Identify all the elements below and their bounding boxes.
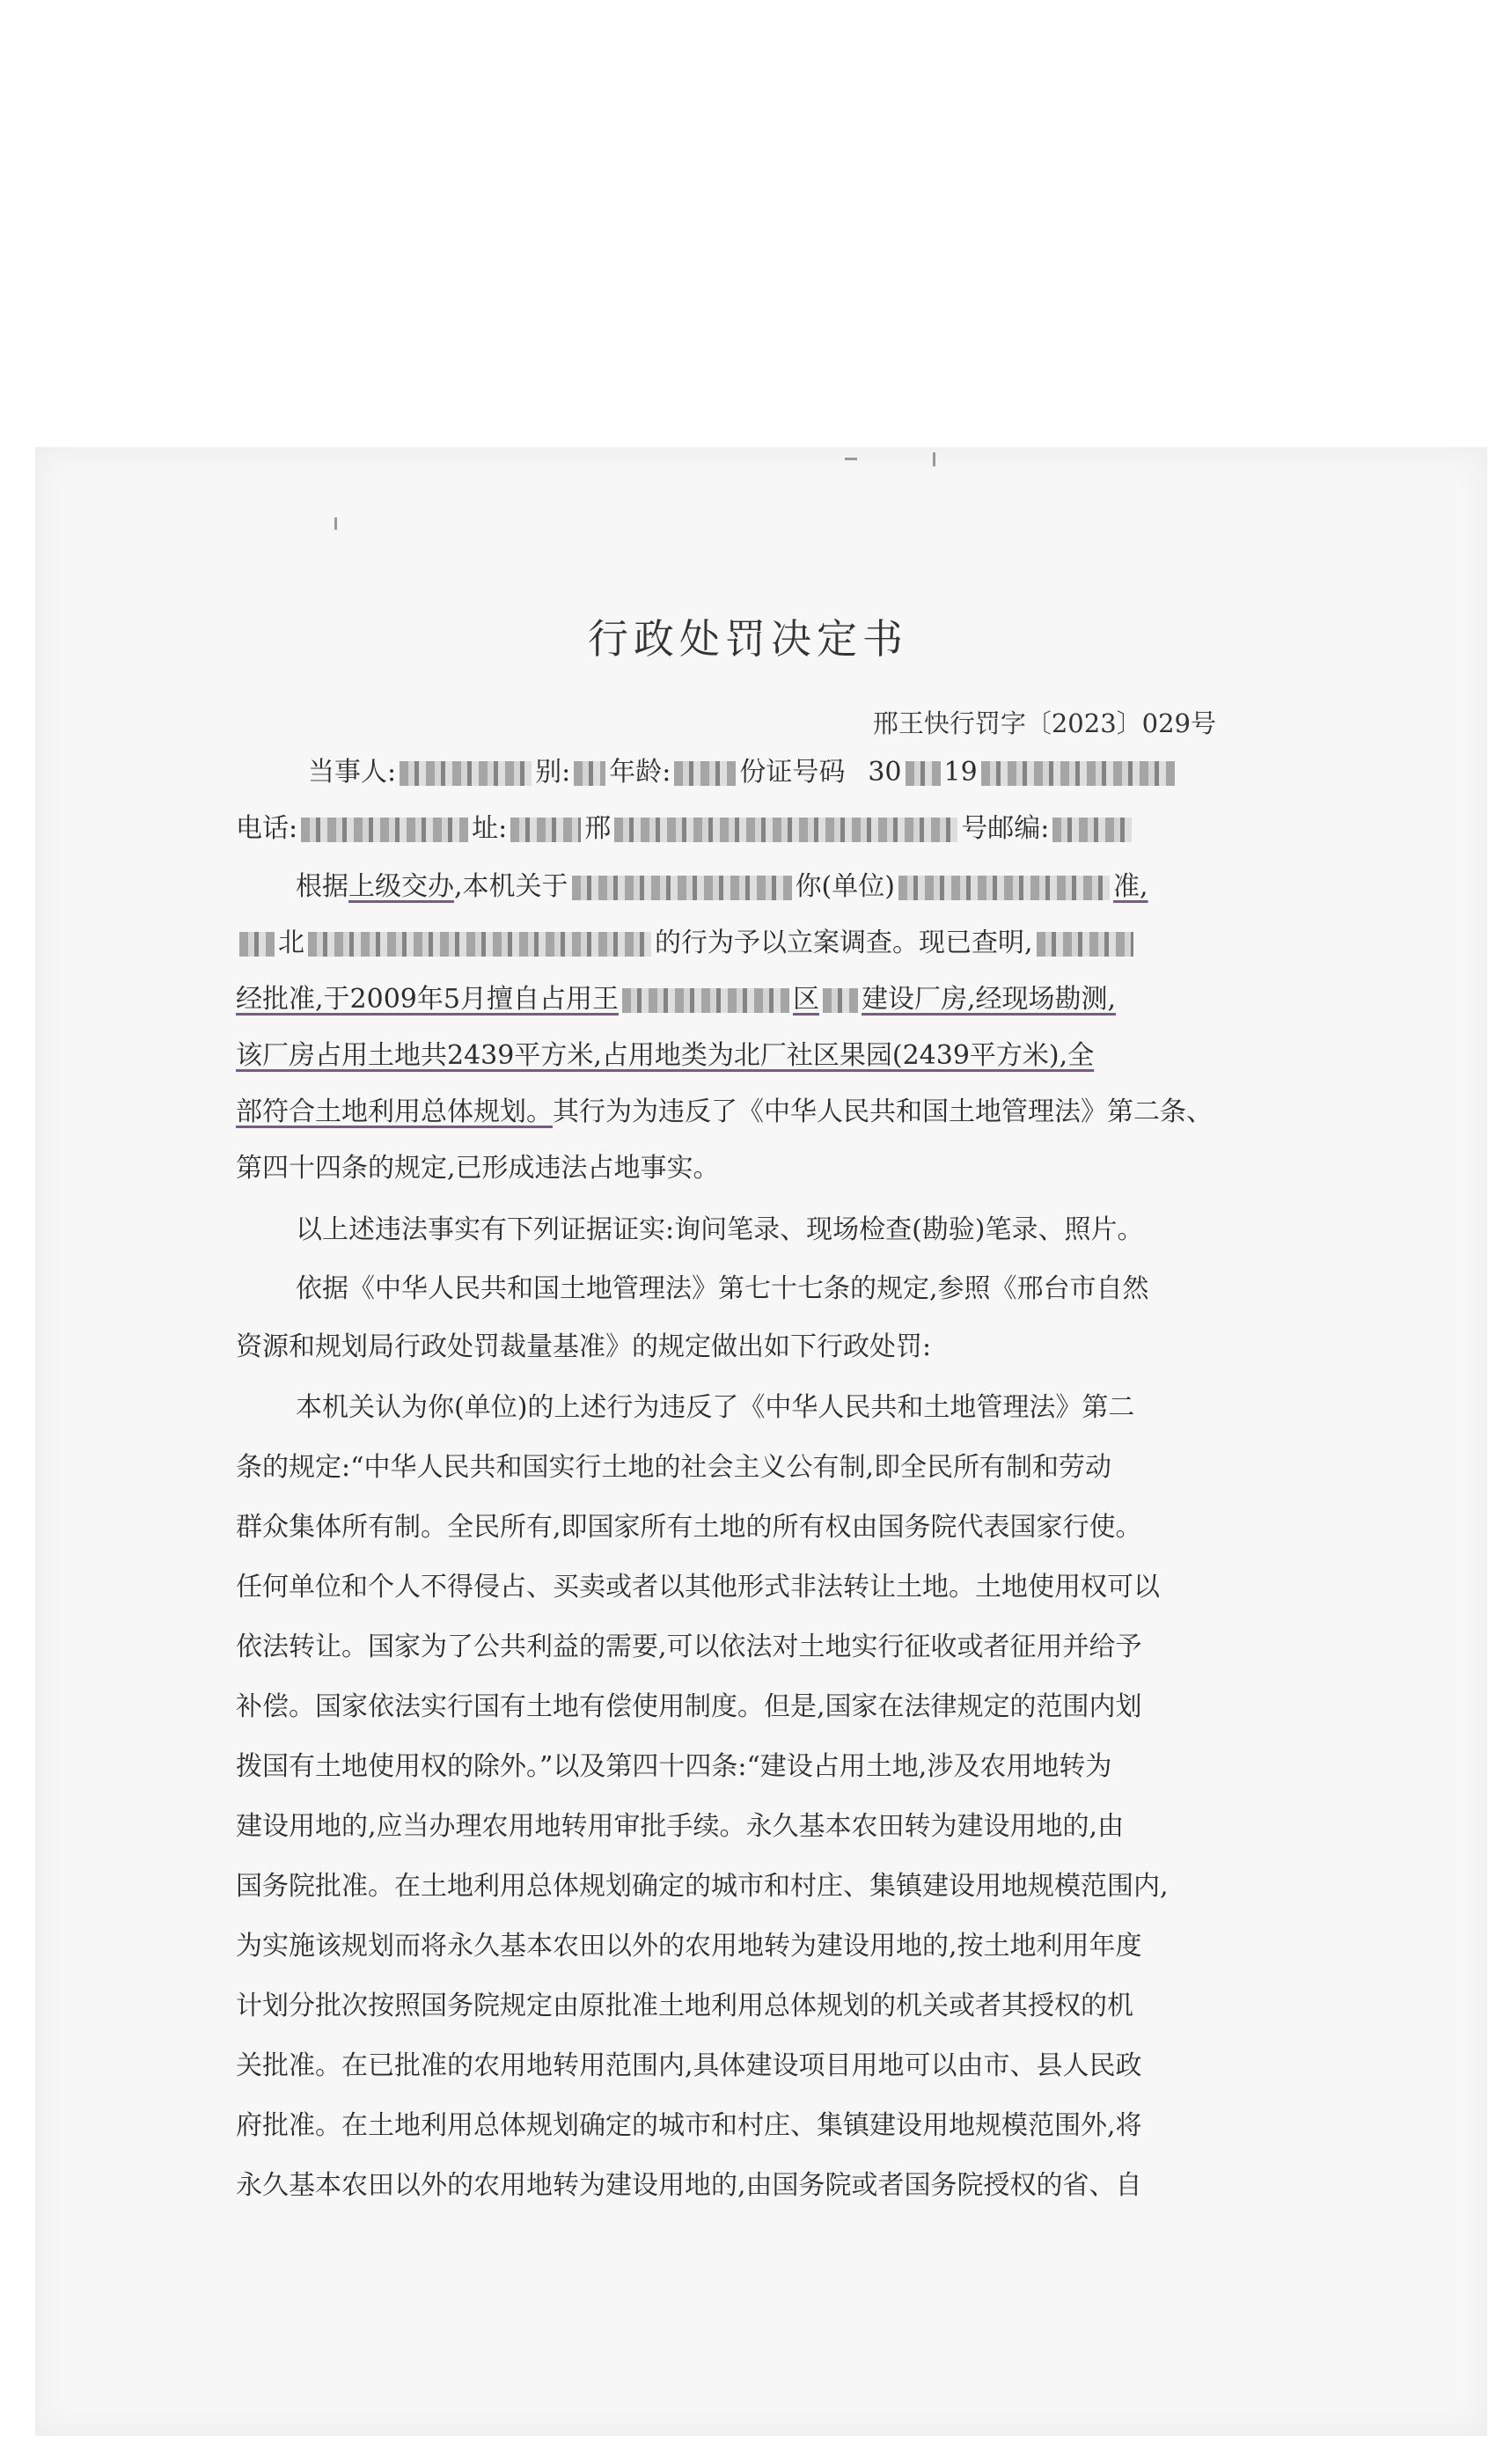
p4-line: 任何单位和个人不得侵占、买卖或者以其他形式非法转让土地。土地使用权可以 bbox=[236, 1572, 1160, 1602]
redacted-age bbox=[674, 761, 736, 786]
p3-line-1: 依据《中华人民共和国土地管理法》第七十七条的规定,参照《邢台市自然 bbox=[296, 1273, 1149, 1304]
p4-line: 计划分批次按照国务院规定由原批准土地利用总体规划的机关或者其授权的机 bbox=[236, 1991, 1133, 2021]
redacted-unit bbox=[898, 876, 1110, 900]
p1-line-6: 第四十四条的规定,已形成违法占地事实。 bbox=[236, 1153, 720, 1184]
id-label: 份证号码 bbox=[739, 757, 846, 788]
redacted-gender bbox=[574, 761, 605, 786]
superior-assigned: 上级交办 bbox=[348, 871, 454, 902]
redacted-id-part bbox=[906, 761, 941, 786]
p4-line: 本机关认为你(单位)的上述行为违反了《中华人民共和土地管理法》第二 bbox=[296, 1392, 1135, 1423]
p1-line-1: 根据上级交办,本机关于 你(单位) 准, bbox=[296, 871, 1148, 902]
redacted-address-part bbox=[510, 818, 581, 842]
gender-label: 别: bbox=[535, 757, 571, 788]
redacted-id bbox=[981, 761, 1175, 786]
p1-line-3: 经批准,于2009年5月擅自占用王 区 建设厂房,经现场勘测, bbox=[236, 984, 1117, 1015]
p1-line-4: 该厂房占用土地共2439平方米,占用地类为北厂社区果园(2439平方米),全 bbox=[236, 1040, 1095, 1071]
redacted-place bbox=[823, 988, 858, 1013]
phone-label: 电话: bbox=[236, 813, 298, 844]
p4-line: 群众集体所有制。全民所有,即国家所有土地的所有权由国务院代表国家行使。 bbox=[236, 1512, 1142, 1543]
party-label: 当事人: bbox=[308, 757, 397, 788]
p4-line: 补偿。国家依法实行国有土地有偿使用制度。但是,国家在法律规定的范围内划 bbox=[236, 1691, 1142, 1722]
scan-artifact bbox=[334, 517, 337, 530]
scan-artifact bbox=[933, 452, 935, 466]
redacted-address bbox=[614, 818, 957, 842]
p4-line: 永久基本农田以外的农用地转为建设用地的,由国务院或者国务院授权的省、自 bbox=[236, 2170, 1142, 2201]
age-label: 年龄: bbox=[609, 757, 671, 788]
redacted-village bbox=[622, 988, 789, 1013]
redacted-party bbox=[1037, 932, 1133, 957]
redacted-location bbox=[308, 932, 651, 957]
p4-line: 关批准。在已批准的农用地转用范围内,具体建设项目用地可以由市、县人民政 bbox=[236, 2050, 1142, 2081]
redacted-name bbox=[400, 761, 532, 786]
p4-line: 依法转让。国家为了公共利益的需要,可以依法对土地实行征收或者征用并给予 bbox=[236, 1632, 1142, 1662]
redacted-text bbox=[239, 932, 275, 957]
p1-line-5: 部符合土地利用总体规划。其行为为违反了《中华人民共和国土地管理法》第二条、 bbox=[236, 1096, 1213, 1127]
p4-line: 拨国有土地使用权的除外。”以及第四十四条:“建设占用土地,涉及农用地转为 bbox=[236, 1751, 1112, 1782]
contact-info-line bbox=[236, 811, 1257, 847]
p4-line: 条的规定:“中华人民共和国实行土地的社会主义公有制,即全民所有制和劳动 bbox=[236, 1452, 1111, 1483]
p1-line-2: 北 的行为予以立案调查。现已查明, bbox=[236, 926, 1257, 961]
redacted-postcode bbox=[1052, 818, 1132, 842]
document-title: 行政处罚决定书 bbox=[588, 615, 908, 663]
p4-line: 为实施该规划而将永久基本农田以外的农用地转为建设用地的,按土地利用年度 bbox=[236, 1931, 1142, 1962]
id-partial-1: 30 bbox=[868, 757, 902, 788]
p4-line: 府批准。在土地利用总体规划确定的城市和村庄、集镇建设用地规模范围外,将 bbox=[236, 2110, 1142, 2141]
p4-line: 国务院批准。在土地利用总体规划确定的城市和村庄、集镇建设用地规模范围内, bbox=[236, 1871, 1169, 1902]
redacted-phone bbox=[301, 818, 468, 842]
party-info-line bbox=[308, 755, 1329, 790]
redacted-date bbox=[572, 876, 792, 900]
p2-line: 以上述违法事实有下列证据证实:询问笔录、现场检查(勘验)笔录、照片。 bbox=[296, 1214, 1144, 1245]
address-fragment-1: 址: bbox=[472, 813, 508, 844]
p3-line-2: 资源和规划局行政处罚裁量基准》的规定做出如下行政处罚: bbox=[236, 1331, 932, 1362]
scan-artifact bbox=[845, 458, 857, 460]
document-number: 邢王快行罚字〔2023〕029号 bbox=[872, 708, 1216, 738]
address-fragment-2: 邢 bbox=[584, 813, 612, 844]
postcode-label: 号邮编: bbox=[961, 813, 1050, 844]
p4-line: 建设用地的,应当办理农用地转用审批手续。永久基本农田转为建设用地的,由 bbox=[236, 1811, 1125, 1842]
id-partial-2: 19 bbox=[943, 757, 978, 788]
